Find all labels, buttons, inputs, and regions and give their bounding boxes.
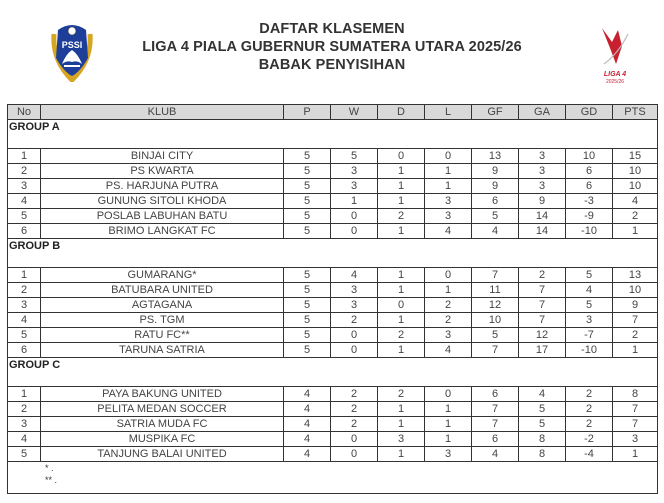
table-row [8,268,657,283]
cell-l: 0 [425,149,472,163]
cell-gf: 9 [472,164,519,178]
cell-p: 4 [284,432,331,446]
cell-w: 2 [331,402,378,416]
cell-no: 4 [8,313,41,327]
cell-d: 3 [378,432,425,446]
table-row [8,283,657,298]
cell-no: 4 [8,432,41,446]
cell-gd: -2 [566,432,613,446]
cell-l: 0 [425,268,472,282]
cell-pts: 10 [628,180,642,192]
cell-p: 5 [284,149,331,163]
cell-no: 2 [8,164,41,178]
table-row [8,387,657,402]
cell-gd: -10 [566,343,613,357]
cell-d: 1 [378,313,425,327]
standings-table [7,104,658,494]
cell-p: 5 [284,343,331,357]
cell-w: 0 [331,432,378,446]
cell-p: 4 [284,387,331,401]
cell-gf: 9 [472,179,519,193]
cell-ga: 8 [519,432,566,446]
cell-gf: 7 [472,268,519,282]
cell-no: 5 [8,209,41,223]
cell-w: 3 [331,283,378,297]
cell-d: 1 [378,402,425,416]
cell-ga: 3 [519,149,566,163]
footnotes [8,462,657,493]
cell-d: 2 [378,387,425,401]
col-header-ga: GA [519,105,566,119]
table-header-row [8,105,657,120]
cell-ga: 7 [519,298,566,312]
cell-gd: -7 [566,328,613,342]
cell-w: 0 [331,343,378,357]
cell-klub: TARUNA SATRIA [41,343,284,357]
cell-pts: 4 [631,195,639,207]
table-row [8,313,657,328]
table-row [8,328,657,343]
cell-w: 4 [331,268,378,282]
cell-w: 0 [331,224,378,238]
table-row [8,164,657,179]
cell-klub: MUSPIKA FC [41,432,284,446]
cell-ga: 3 [519,164,566,178]
cell-no: 6 [8,343,41,357]
cell-gd: -4 [566,447,613,461]
cell-d: 1 [378,224,425,238]
cell-pts: 9 [631,299,639,311]
footnote-1: * . [45,463,54,473]
cell-p: 4 [284,402,331,416]
cell-no: 2 [8,402,41,416]
cell-klub: PS KWARTA [41,164,284,178]
table-row [8,343,657,358]
cell-pts: 15 [628,150,642,162]
table-row [8,179,657,194]
cell-no: 4 [8,194,41,208]
col-header-p: P [284,105,331,119]
cell-l: 3 [425,447,472,461]
cell-ga: 14 [519,209,566,223]
cell-no: 3 [8,298,41,312]
cell-klub: AGTAGANA [41,298,284,312]
cell-gf: 7 [472,402,519,416]
groups-container [8,120,657,462]
col-header-pts: PTS [624,106,646,118]
cell-l: 1 [425,283,472,297]
cell-klub: BATUBARA UNITED [41,283,284,297]
cell-no: 5 [8,447,41,461]
group-label: GROUP A [8,120,657,149]
cell-ga: 3 [519,179,566,193]
liga4-logo-icon [598,24,632,86]
cell-p: 5 [284,283,331,297]
cell-p: 5 [284,298,331,312]
cell-w: 3 [331,179,378,193]
cell-pts: 1 [631,225,639,237]
cell-gf: 6 [472,432,519,446]
cell-ga: 5 [519,417,566,431]
cell-klub: TANJUNG BALAI UNITED [41,447,284,461]
cell-d: 0 [378,149,425,163]
cell-gf: 6 [472,387,519,401]
cell-w: 2 [331,417,378,431]
cell-pts: 2 [631,329,639,341]
cell-pts: 8 [631,388,639,400]
cell-w: 3 [331,298,378,312]
table-row [8,298,657,313]
footnote-2: ** . [45,475,58,485]
cell-gf: 5 [472,328,519,342]
cell-klub: SATRIA MUDA FC [41,417,284,431]
col-header-w: W [331,105,378,119]
cell-d: 1 [378,447,425,461]
cell-d: 1 [378,417,425,431]
cell-p: 4 [284,447,331,461]
table-row [8,402,657,417]
cell-gf: 7 [472,417,519,431]
cell-d: 1 [378,194,425,208]
cell-w: 0 [331,328,378,342]
cell-gf: 11 [472,283,519,297]
cell-gf: 4 [472,447,519,461]
cell-d: 2 [378,209,425,223]
cell-p: 5 [284,268,331,282]
cell-no: 5 [8,328,41,342]
cell-pts: 1 [631,344,639,356]
svg-text:PSSI: PSSI [61,40,83,50]
cell-p: 5 [284,164,331,178]
cell-gd: 5 [566,298,613,312]
cell-d: 1 [378,164,425,178]
page-title [120,20,544,74]
col-header-d: D [378,105,425,119]
cell-no: 1 [8,268,41,282]
svg-text:2025/26: 2025/26 [605,79,625,85]
cell-no: 3 [8,417,41,431]
cell-l: 1 [425,417,472,431]
cell-gf: 6 [472,194,519,208]
cell-d: 1 [378,179,425,193]
cell-gf: 12 [472,298,519,312]
cell-ga: 7 [519,313,566,327]
cell-pts: 7 [631,418,639,430]
cell-p: 5 [284,209,331,223]
table-row [8,447,657,462]
cell-ga: 14 [519,224,566,238]
cell-w: 3 [331,164,378,178]
cell-gf: 7 [472,343,519,357]
cell-ga: 2 [519,268,566,282]
cell-no: 6 [8,224,41,238]
cell-l: 4 [425,224,472,238]
table-row [8,209,657,224]
cell-pts: 13 [628,269,642,281]
cell-d: 1 [378,343,425,357]
col-header-no: No [8,105,41,119]
title-line-1: DAFTAR KLASEMEN [259,21,405,37]
cell-gd: -10 [566,224,613,238]
cell-klub: PELITA MEDAN SOCCER [41,402,284,416]
cell-p: 5 [284,313,331,327]
group-label: GROUP C [8,358,657,387]
cell-klub: GUMARANG* [41,268,284,282]
table-row [8,432,657,447]
cell-ga: 5 [519,402,566,416]
cell-gd: 10 [566,149,613,163]
cell-p: 5 [284,194,331,208]
table-row [8,194,657,209]
table-row [8,417,657,432]
col-header-gf: GF [472,105,519,119]
cell-d: 1 [378,268,425,282]
cell-d: 0 [378,298,425,312]
cell-no: 3 [8,179,41,193]
col-header-l: L [425,105,472,119]
cell-klub: PAYA BAKUNG UNITED [41,387,284,401]
cell-gd: 6 [566,179,613,193]
cell-gd: -9 [566,209,613,223]
cell-l: 2 [425,313,472,327]
cell-w: 0 [331,209,378,223]
cell-gf: 5 [472,209,519,223]
cell-w: 2 [331,313,378,327]
cell-l: 1 [425,164,472,178]
cell-ga: 17 [519,343,566,357]
cell-p: 5 [284,224,331,238]
cell-d: 2 [378,328,425,342]
table-row [8,224,657,239]
cell-pts: 7 [631,314,639,326]
cell-p: 5 [284,179,331,193]
col-header-klub: KLUB [41,105,284,119]
cell-l: 4 [425,343,472,357]
cell-pts: 10 [628,165,642,177]
cell-gd: 2 [566,402,613,416]
cell-klub: RATU FC** [41,328,284,342]
cell-no: 1 [8,149,41,163]
cell-ga: 9 [519,194,566,208]
cell-klub: PS. TGM [41,313,284,327]
page-header [0,0,664,100]
cell-no: 2 [8,283,41,297]
cell-ga: 4 [519,387,566,401]
cell-ga: 12 [519,328,566,342]
title-line-3: BABAK PENYISIHAN [258,57,406,73]
cell-l: 3 [425,194,472,208]
pssi-logo-icon [50,20,94,82]
cell-klub: BINJAI CITY [41,149,284,163]
cell-w: 1 [331,194,378,208]
cell-gd: 3 [566,313,613,327]
cell-gd: 2 [566,387,613,401]
cell-gd: -3 [566,194,613,208]
cell-klub: POSLAB LABUHAN BATU [41,209,284,223]
cell-pts: 10 [628,284,642,296]
cell-gf: 10 [472,313,519,327]
cell-w: 0 [331,447,378,461]
col-header-gd: GD [566,105,613,119]
cell-klub: PS. HARJUNA PUTRA [41,179,284,193]
cell-gd: 6 [566,164,613,178]
cell-d: 1 [378,283,425,297]
cell-gf: 13 [472,149,519,163]
cell-l: 1 [425,402,472,416]
svg-text:LIGA 4: LIGA 4 [603,71,627,78]
cell-l: 1 [425,432,472,446]
cell-gd: 4 [566,283,613,297]
cell-l: 0 [425,387,472,401]
cell-ga: 8 [519,447,566,461]
cell-l: 2 [425,298,472,312]
cell-gd: 5 [566,268,613,282]
cell-ga: 7 [519,283,566,297]
cell-l: 3 [425,209,472,223]
cell-p: 4 [284,417,331,431]
table-row [8,149,657,164]
cell-klub: BRIMO LANGKAT FC [41,224,284,238]
title-line-2: LIGA 4 PIALA GUBERNUR SUMATERA UTARA 2025/26 [142,39,522,55]
cell-w: 5 [331,149,378,163]
cell-pts: 3 [631,433,639,445]
cell-w: 2 [331,387,378,401]
cell-l: 3 [425,328,472,342]
cell-pts: 2 [631,210,639,222]
cell-klub: GUNUNG SITOLI KHODA [41,194,284,208]
group-label: GROUP B [8,239,657,268]
cell-l: 1 [425,179,472,193]
cell-pts: 7 [631,403,639,415]
cell-gd: 2 [566,417,613,431]
cell-no: 1 [8,387,41,401]
cell-pts: 1 [631,448,639,460]
cell-p: 5 [284,328,331,342]
cell-gf: 4 [472,224,519,238]
